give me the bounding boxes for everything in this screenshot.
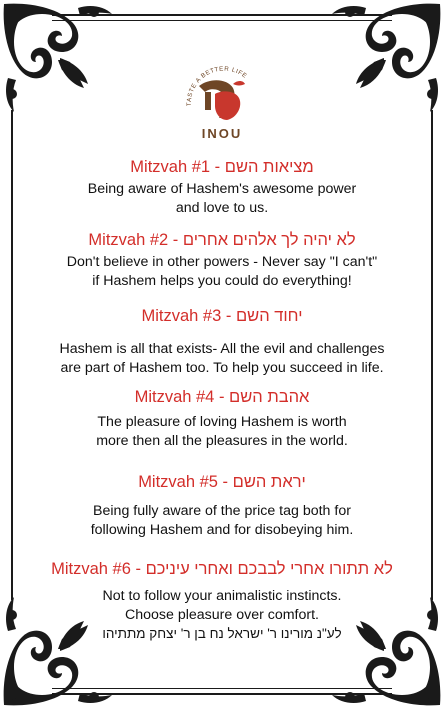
mitzvah-4-section xyxy=(20,387,424,451)
mitzvah-4-label: Mitzvah #4 - xyxy=(134,388,225,406)
mitzvah-5-heading xyxy=(20,472,424,492)
description-line: and love to us. xyxy=(175,200,269,216)
mitzvah-3-label: Mitzvah #3 - xyxy=(141,307,232,325)
mitzvah-6-section xyxy=(20,559,424,625)
description-line: Not to follow your animalistic instincts. xyxy=(102,588,342,604)
mitzvah-2-description xyxy=(20,253,424,291)
mitzvah-1-label: Mitzvah #1 - xyxy=(130,158,221,176)
description-line: Don't believe in other powers - Never say "I can't" xyxy=(66,254,378,270)
mitzvah-4-heading xyxy=(20,387,424,407)
mitzvah-1-section xyxy=(20,157,424,218)
mitzvah-3-hebrew: יחוד השם xyxy=(235,307,303,325)
dedication-footer: לע"נ מורינו ר' ישראל נח בן ר' יצחק מתתיהו xyxy=(102,626,342,641)
mitzvah-6-description xyxy=(20,587,424,625)
mitzvah-2-label: Mitzvah #2 - xyxy=(88,231,179,249)
mitzvah-5-label: Mitzvah #5 - xyxy=(138,473,229,491)
mitzvah-2-hebrew: לא יהיה לך אלהים אחרים xyxy=(182,231,356,249)
mitzvah-3-section xyxy=(20,306,424,378)
mitzvah-2-heading xyxy=(20,230,424,250)
mitzvah-5-description xyxy=(20,502,424,540)
logo-arc-text: TASTE A BETTER LIFE xyxy=(185,65,249,107)
brand-logo xyxy=(175,48,269,144)
mitzvah-6-label: Mitzvah #6 - xyxy=(51,560,141,578)
mitzvah-5-section xyxy=(20,472,424,540)
description-line: more then all the pleasures in the world. xyxy=(96,433,348,449)
mitzvah-1-hebrew: מציאות השם xyxy=(224,158,314,176)
corner-ornament-icon xyxy=(324,0,444,120)
mitzvah-4-description xyxy=(20,413,424,451)
description-line: Hashem is all that exists- All the evil and challenges xyxy=(59,341,385,357)
mitzvah-6-heading xyxy=(20,559,424,579)
mitzvah-5-hebrew: יראת השם xyxy=(232,473,306,491)
mitzvah-2-section xyxy=(20,230,424,291)
mitzvah-6-hebrew: לא תתורו אחרי לבבכם ואחרי עיניכם xyxy=(145,560,393,578)
description-line: following Hashem and for disobeying him. xyxy=(90,522,354,538)
mitzvah-4-hebrew: אהבת השם xyxy=(229,388,310,406)
description-line: Being aware of Hashem's awesome power xyxy=(87,181,357,197)
description-line: Choose pleasure over comfort. xyxy=(125,607,319,623)
mitzvah-3-heading xyxy=(20,306,424,326)
frame-right-line xyxy=(431,110,433,600)
corner-ornament-icon xyxy=(0,0,120,120)
mitzvah-1-description xyxy=(20,180,424,218)
logo-brand-text: INOU xyxy=(201,126,243,141)
frame-left-line xyxy=(11,110,13,600)
description-line: if Hashem helps you could do everything! xyxy=(92,273,352,289)
description-line: Being fully aware of the price tag both for xyxy=(93,503,351,519)
description-line: The pleasure of loving Hashem is worth xyxy=(97,414,347,430)
mitzvah-3-description xyxy=(20,340,424,378)
description-line: are part of Hashem too. To help you succeed in life. xyxy=(60,360,384,376)
mitzvah-1-heading xyxy=(20,157,424,177)
